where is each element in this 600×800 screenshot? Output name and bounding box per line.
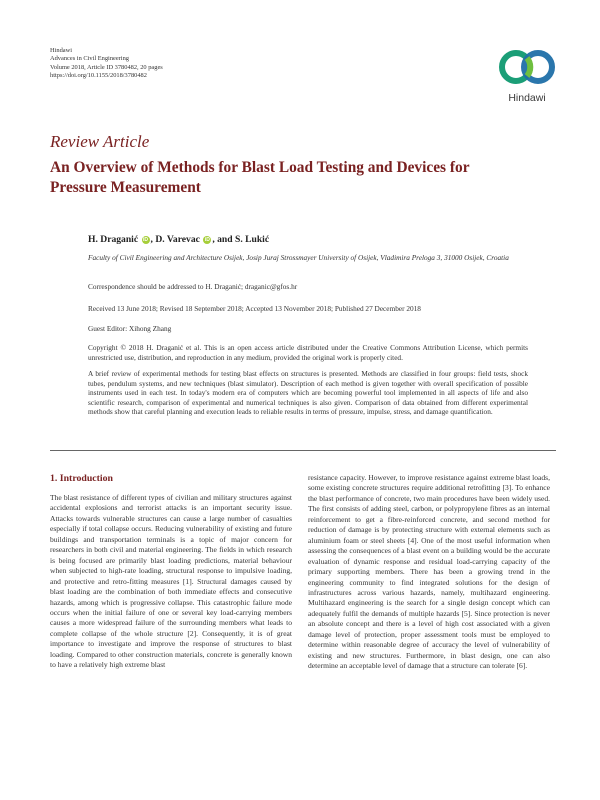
journal-metadata [50,47,163,81]
section-divider [50,450,556,451]
orcid-icon[interactable]: iD [143,237,149,243]
copyright-notice: Copyright © 2018 H. Draganić et al. This is an open access article distributed under the Creative Commons Attribution License, which permits unrestricted use, distribution, and reproduction in any medium, provided the original work is properly cited. [88,343,528,362]
author-draganic: H. Draganić [88,234,139,245]
guest-editor: Guest Editor: Xihong Zhang [88,324,172,333]
author-list [88,234,269,245]
author-varevac: D. Varevac [155,234,200,245]
author-lukic: S. Lukić [234,234,270,245]
author-separator: , [150,234,156,245]
doi-link[interactable]: https://doi.org/10.1155/2018/3780482 [50,72,147,80]
hindawi-logo [494,45,560,107]
journal-name: Advances in Civil Engineering [50,55,129,63]
publisher-name: Hindawi [50,47,73,54]
hindawi-rings-icon [494,45,560,91]
abstract: A brief review of experimental methods for testing blast effects on structures is presented. Methods are classified in four groups: field tests, shock tubes, pendulum systems, and new techniques (blast simulator). Description of each method is given together with overall specification of possible instruments used in each test. In today's modern era of computers which are becoming powerful tool implemented in all aspects of life and also scientific research, comparison of experimental and numerical techniques is also given. Comparison of data obtained from different experimental methods show that careful planning and execution leads to reliable results in terms of pressure, impulse, stress, and damage quantification. [88,369,528,417]
author-separator: , and [212,234,235,245]
orcid-icon[interactable]: iD [204,237,210,243]
volume-line: Volume 2018, Article ID 3780482, 20 pages [50,63,163,71]
section-heading: 1. Introduction [50,473,113,484]
body-column-right [308,473,550,672]
body-column-left [50,493,292,671]
intro-paragraph-continued: resistance capacity. However, to improve resistance against extreme blast loads, some existing concrete structures require additional retrofitting [3]. To enhance the blast performance of concrete, two main procedures have been widely used. The first consists of adding steel, carbon, or polypropylene fibres as an internal reinforcement to get a fibre-reinforced concrete, and second method for reduction of damage is by protecting structure with external elements such as aluminium foam or steel sheets [4]. One of the most useful information when assessing the consequences of a blast event on a building would be the accurate evaluation of dynamic response and residual load-carrying capacity of the primary supporting members. There has been a growing trend in the engineering community to find integrated solutions for the design of infrastructures across various hazards, namely, multihazard engineering. Multihazard engineering is the search for a single design concept which can adequately fulfil the demands of multiple hazards [5]. Since protection is never an absolute concept and there is a level of high cost associated with a given damage level of protection, proper assessment tools must be employed to determine within reasonable degree of accuracy the level of vulnerability of existing and new structures. Furthermore, in blast design, one can also determine an acceptable level of damage that a structure can tolerate [6]. [308,473,550,671]
intro-paragraph: The blast resistance of different types of civilian and military structures against accidental explosions and terrorist attacks is an important security issue. Attacks towards vulnerable structures can cause a large number of casualties especially if total collapse occurs. Reducing vulnerability of existing and future buildings and transportation terminals is a topic of major concern for researchers in both civil and material engineering. The fields in which research is being focused are primarily blast loading predictions, material behaviour when subjected to high-rate loading, structural response to impulsive loading, and protective and retro-fitting measures [1]. Structural damages caused by blast loading are the combination of both immediate effects and consecutive hazards, among which is progressive collapse. This catastrophic failure mode occurs when the initial failure of one or several key load-carrying members causes a more widespread failure of the surrounding members what leads to complete collapse of the whole structure [2]. Consequently, it is of great importance to investigate and improve the response of structures to blast loading. Compared to other construction materials, concrete is generally known to have a relatively high extreme blast [50,493,292,670]
article-title: An Overview of Methods for Blast Load Testing and Devices for Pressure Measurement [50,159,470,196]
publication-dates: Received 13 June 2018; Revised 18 September 2018; Accepted 13 November 2018; Published 27 December 2018 [88,304,421,313]
article-type: Review Article [50,132,150,151]
correspondence: Correspondence should be addressed to H. Draganić; draganic@gfos.hr [88,282,298,291]
affiliation: Faculty of Civil Engineering and Architecture Osijek, Josip Juraj Strossmayer University of Osijek, Vladimira Preloga 3, 31000 Osijek, Croatia [88,253,509,262]
logo-wordmark: Hindawi [508,92,546,104]
